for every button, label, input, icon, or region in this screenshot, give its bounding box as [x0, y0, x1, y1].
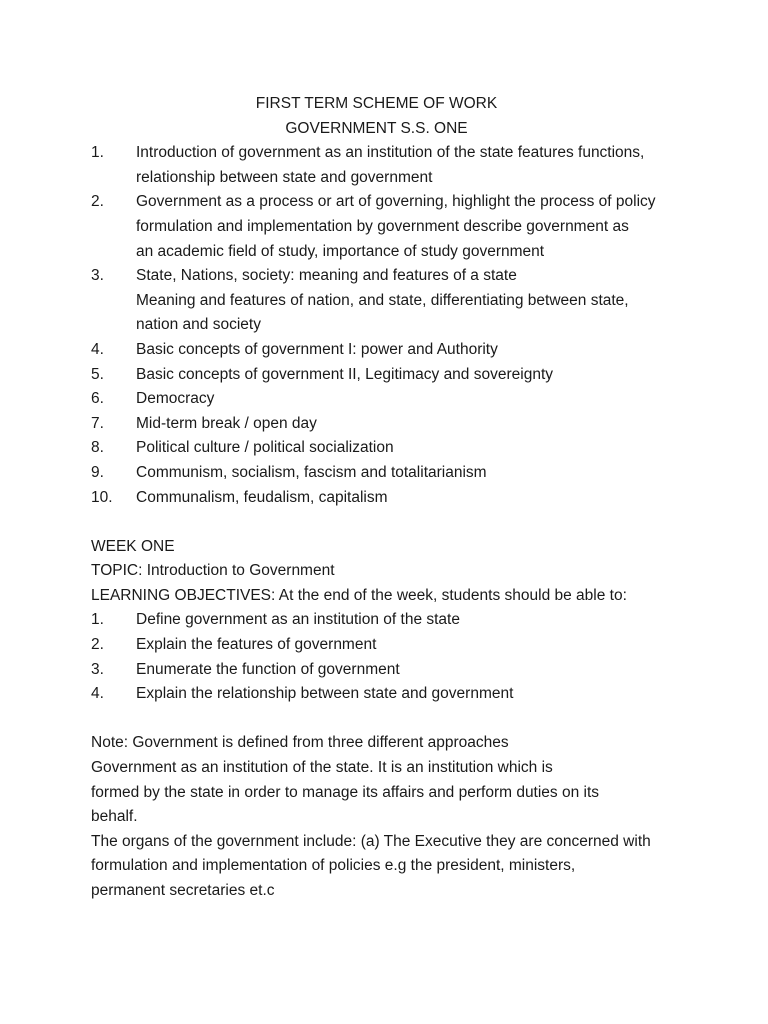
objective-text: Define government as an institution of the state [136, 611, 460, 629]
scheme-item [91, 486, 691, 511]
scheme-item-line: formulation and implementation by government describe government as [136, 217, 629, 235]
scheme-item-text [136, 412, 691, 437]
scheme-item-text [136, 338, 691, 363]
scheme-item-text [136, 387, 691, 412]
objective-item [91, 682, 691, 707]
scheme-item-number: 2. [91, 193, 104, 211]
scheme-item-number: 1. [91, 144, 104, 162]
scheme-item-text [136, 190, 691, 264]
scheme-item-line: relationship between state and government [136, 168, 433, 186]
objective-item [91, 633, 691, 658]
scheme-item [91, 141, 691, 190]
objective-text: Explain the relationship between state and government [136, 685, 514, 703]
scheme-item [91, 264, 691, 338]
note-line: behalf. [91, 808, 138, 826]
scheme-item-line: Democracy [136, 390, 215, 408]
document-title: FIRST TERM SCHEME OF WORK [255, 95, 498, 112]
scheme-item-number: 10. [91, 488, 113, 506]
objective-number: 4. [91, 685, 104, 703]
scheme-item-text [136, 436, 691, 461]
objective-number: 3. [91, 660, 104, 678]
scheme-item-text [136, 264, 691, 338]
scheme-item [91, 436, 691, 461]
scheme-item-line: Meaning and features of nation, and state, differentiating between state, [136, 291, 629, 309]
scheme-item-line: State, Nations, society: meaning and features of a state [136, 267, 517, 285]
scheme-item [91, 363, 691, 388]
document-content [91, 92, 691, 904]
scheme-item-number: 8. [91, 439, 104, 457]
note-line: Government as an institution of the state. It is an institution which is [91, 759, 553, 777]
scheme-item-text [136, 363, 691, 388]
scheme-item-line: an academic field of study, importance of study government [136, 242, 545, 260]
scheme-item-line: Basic concepts of government I: power and Authority [136, 340, 498, 358]
scheme-item-line: Communalism, feudalism, capitalism [136, 488, 388, 506]
scheme-item-number: 5. [91, 365, 104, 383]
objective-item [91, 658, 691, 683]
scheme-item [91, 387, 691, 412]
document-subtitle: GOVERNMENT S.S. ONE [285, 119, 468, 137]
scheme-item-number: 4. [91, 340, 104, 358]
scheme-item-line: Communism, socialism, fascism and totalitarianism [136, 463, 487, 481]
scheme-item-text [136, 461, 691, 486]
scheme-item-number: 6. [91, 390, 104, 408]
scheme-item-number: 7. [91, 414, 104, 432]
scheme-item [91, 412, 691, 437]
week-heading: WEEK ONE [91, 537, 175, 555]
note-line: formulation and implementation of policies e.g the president, ministers, [91, 857, 576, 875]
scheme-item [91, 338, 691, 363]
objectives-list [91, 608, 691, 706]
objectives-intro: LEARNING OBJECTIVES: At the end of the week, students should be able to: [91, 586, 627, 604]
scheme-item-line: nation and society [136, 316, 261, 334]
objective-item [91, 608, 691, 633]
scheme-item-number: 9. [91, 463, 104, 481]
scheme-item-number: 3. [91, 267, 104, 285]
scheme-item-text [136, 486, 691, 511]
week-topic: TOPIC: Introduction to Government [91, 562, 335, 580]
scheme-list [91, 141, 691, 510]
objective-number: 1. [91, 611, 104, 629]
scheme-item [91, 461, 691, 486]
spacer [91, 510, 691, 535]
note-block [91, 731, 691, 903]
objective-text: Explain the features of government [136, 636, 377, 654]
scheme-item-line: Basic concepts of government II, Legitimacy and sovereignty [136, 365, 553, 383]
note-line: permanent secretaries et.c [91, 882, 275, 899]
spacer [91, 707, 691, 732]
scheme-item-line: Mid-term break / open day [136, 414, 317, 432]
scheme-item [91, 190, 691, 264]
scheme-item-line: Introduction of government as an institution of the state features functions, [136, 144, 645, 162]
note-line: Note: Government is defined from three different approaches [91, 734, 509, 752]
scheme-item-line: Government as a process or art of governing, highlight the process of policy [136, 193, 656, 211]
scheme-item-text [136, 141, 691, 190]
objective-text: Enumerate the function of government [136, 660, 400, 678]
note-line: formed by the state in order to manage its affairs and perform duties on its [91, 783, 600, 801]
note-line: The organs of the government include: (a) The Executive they are concerned with [91, 832, 651, 850]
scheme-item-line: Political culture / political socialization [136, 439, 394, 457]
objective-number: 2. [91, 636, 104, 654]
